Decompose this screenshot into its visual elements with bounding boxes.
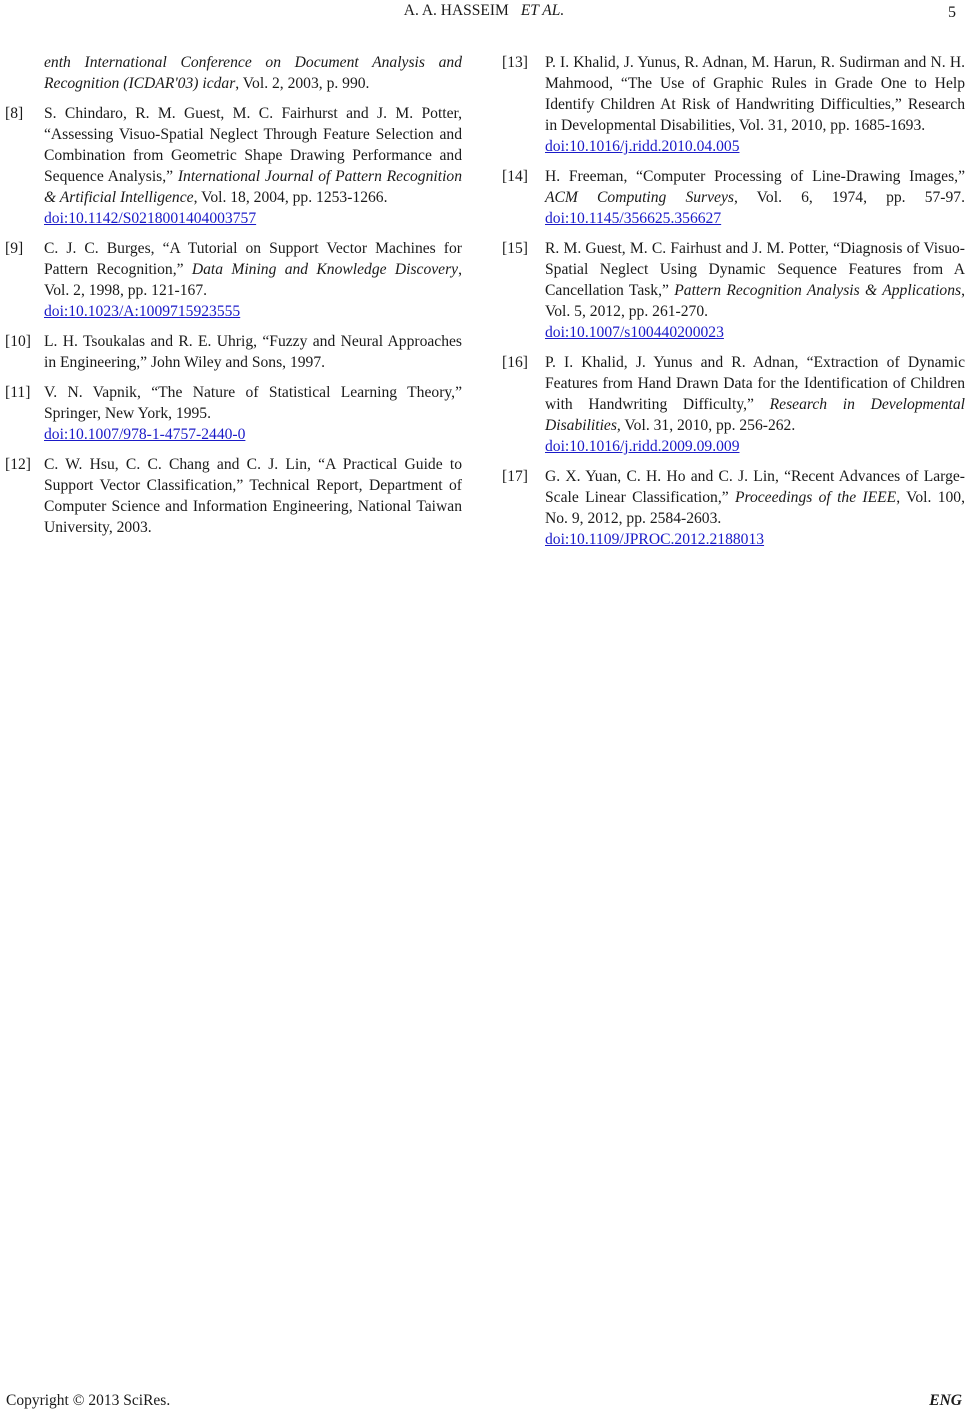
header-etal: ET AL.	[520, 2, 565, 19]
doi-link[interactable]: doi:10.1016/j.ridd.2010.04.005	[545, 138, 740, 155]
ref-label: [12]	[5, 456, 31, 473]
ref-cont-rest: , Vol. 2, 2003, p. 990.	[235, 75, 370, 92]
doi-link[interactable]: doi:10.1142/S0218001404003757	[44, 210, 257, 227]
doi-link[interactable]: doi:10.1109/JPROC.2012.2188013	[545, 531, 765, 548]
reference-continuation	[5, 52, 462, 94]
ref-text: R. M. Guest, M. C. Fairhust and J. M. Potter, “Diagnosis of Visuo-Spatial Neglect Using Dynamic Sequence Features from A Cancellation Task,”	[545, 240, 965, 299]
reference-14	[502, 166, 965, 229]
ref-label: [17]	[502, 468, 528, 485]
ref-label: [9]	[5, 240, 24, 257]
footer-journal: ENG	[929, 1392, 962, 1409]
ref-text: P. I. Khalid, J. Yunus and R. Adnan, “Extraction of Dynamic Features from Hand Drawn Data for the Identification of Children with Handwriting Difficulty,”	[545, 354, 965, 413]
reference-16	[502, 352, 965, 457]
ref-text: L. H. Tsoukalas and R. E. Uhrig, “Fuzzy and Neural Approaches in Engineering,” John Wiley and Sons, 1997.	[44, 333, 462, 371]
header-authors: A. A. HASSEIM	[403, 2, 509, 19]
ref-text: V. N. Vapnik, “The Nature of Statistical Learning Theory,” Springer, New York, 1995.	[44, 384, 462, 422]
ref-details: , Vol. 5, 2012, pp. 261-270.	[545, 282, 965, 320]
ref-label: [10]	[5, 333, 31, 350]
reference-8	[5, 103, 462, 229]
page-number: 5	[948, 4, 956, 21]
left-column	[5, 52, 462, 547]
footer-copyright: Copyright © 2013 SciRes.	[6, 1392, 171, 1409]
ref-details: , Vol. 18, 2004, pp. 1253-1266.	[193, 189, 388, 206]
ref-text: H. Freeman, “Computer Processing of Line-Drawing Images,”	[545, 168, 965, 185]
ref-details: , Vol. 100, No. 9, 2012, pp. 2584-2603.	[545, 489, 966, 527]
ref-label: [13]	[502, 54, 528, 71]
reference-13	[502, 52, 965, 157]
reference-11	[5, 382, 462, 445]
doi-link[interactable]: doi:10.1145/356625.356627	[545, 210, 722, 227]
ref-journal: ACM Computing Surveys	[545, 189, 734, 206]
ref-text: G. X. Yuan, C. H. Ho and C. J. Lin, “Recent Advances of Large-Scale Linear Classification,”	[545, 468, 965, 506]
reference-17	[502, 466, 965, 550]
ref-text: C. J. C. Burges, “A Tutorial on Support Vector Machines for Pattern Recognition,”	[44, 240, 462, 278]
ref-label: [15]	[502, 240, 528, 257]
running-head	[0, 2, 968, 20]
right-column	[502, 52, 965, 559]
ref-label: [14]	[502, 168, 528, 185]
ref-journal: Research in Developmental Disabilities	[545, 396, 965, 434]
ref-text: P. I. Khalid, J. Yunus, R. Adnan, M. Harun, R. Sudirman and N. H. Mahmood, “The Use of Graphic Rules in Grade One to Help Identify Children At Risk of Handwriting Difficulties,” Research in Developmental Disabilities, Vol. 31, 2010, pp. 1685-1693.	[545, 54, 965, 134]
doi-link[interactable]: doi:10.1007/978-1-4757-2440-0	[44, 426, 246, 443]
ref-text: C. W. Hsu, C. C. Chang and C. J. Lin, “A Practical Guide to Support Vector Classification,” Technical Report, Department of Computer Science and Information Engineering, National Taiwan University, 2003.	[44, 456, 462, 536]
ref-label: [8]	[5, 105, 24, 122]
ref-label: [16]	[502, 354, 528, 371]
ref-label: [11]	[5, 384, 31, 401]
reference-9	[5, 238, 462, 322]
doi-link[interactable]: doi:10.1016/j.ridd.2009.09.009	[545, 438, 740, 455]
ref-journal: Pattern Recognition Analysis & Applications	[674, 282, 962, 299]
doi-link[interactable]: doi:10.1023/A:1009715923555	[44, 303, 241, 320]
ref-journal: Proceedings of the IEEE	[734, 489, 897, 506]
ref-details: , Vol. 2, 1998, pp. 121-167.	[44, 261, 462, 299]
ref-journal: Data Mining and Knowledge Discovery	[191, 261, 459, 278]
ref-text: S. Chindaro, R. M. Guest, M. C. Fairhurst and J. M. Potter, “Assessing Visuo-Spatial Neglect Through Feature Selection and Combination from Geometric Shape Drawing Performance and Sequence Analysis,”	[44, 105, 462, 185]
ref-details: , Vol. 31, 2010, pp. 256-262.	[616, 417, 796, 434]
ref-journal: International Journal of Pattern Recognition & Artificial Intelligence	[44, 168, 462, 206]
reference-12	[5, 454, 462, 538]
ref-cont-italic: enth International Conference on Document Analysis and Recognition (ICDAR'03) icdar	[44, 54, 462, 92]
reference-10	[5, 331, 462, 373]
doi-link[interactable]: doi:10.1007/s100440200023	[545, 324, 724, 341]
reference-15	[502, 238, 965, 343]
ref-details: , Vol. 6, 1974, pp. 57-97.	[733, 189, 965, 206]
